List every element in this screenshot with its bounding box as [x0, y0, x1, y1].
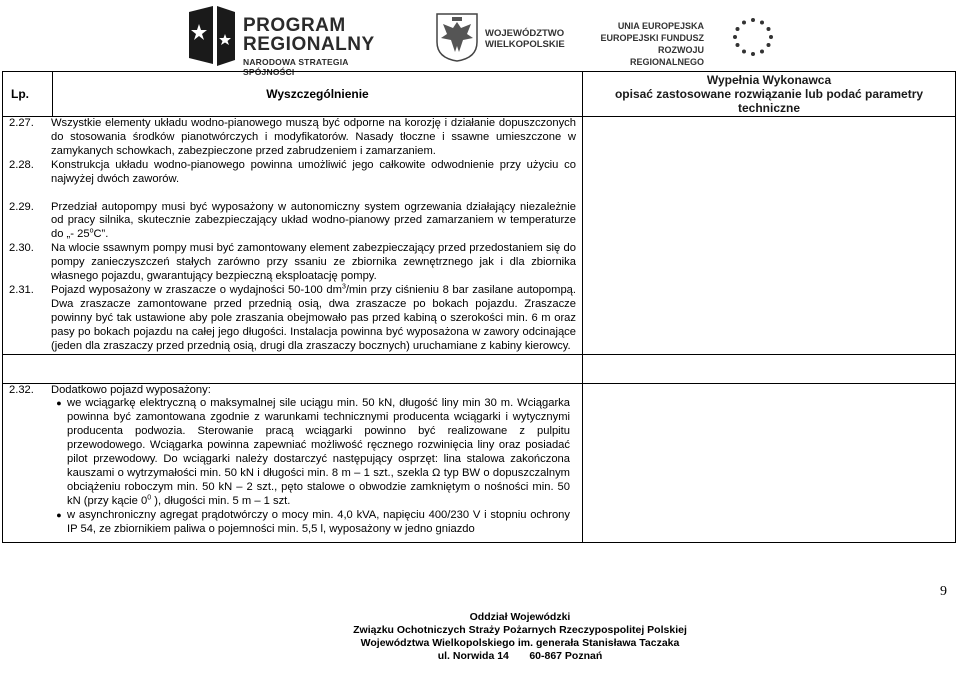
list-item — [3, 242, 582, 284]
item-text: Konstrukcja układu wodno-pianowego powinna umożliwić jego całkowite odwodnienie przy użyciu co najwyżej dwóch zaworów. — [51, 158, 576, 185]
item-number: 2.27. — [9, 117, 34, 129]
eu-logo — [590, 14, 820, 67]
bullet-text: w asynchroniczny agregat prądotwórczy o mocy min. 4,0 kVA, napięciu 400/230 V i stopniu ochrony IP 54, ze zbiornikiem paliwa o pojemności min. 5,5 l, wyposażony w jedno gniazdo — [67, 508, 570, 535]
footer-address — [300, 611, 740, 663]
superscript: 0 — [147, 494, 152, 502]
footer-line3: Województwa Wielkopolskiego im. generała Stanisława Taczaka — [360, 637, 680, 649]
item-text: Wszystkie elementy układu wodno-pianowego muszą być odporne na korozję i działanie dopuszczonych do stosowania środków pianotwórczych i modyfikatorów. Nasady tłoczne i ssawne umieszczone w zamykanych schowkach, zabezpieczone przed zabrudzeniem i zamarzaniem. — [51, 117, 576, 157]
item-text-part: /min przy ciśnieniu 8 bar zasilane autopompą. Dwa zraszacze zamontowane przed przednią osią, dwa zraszacze po bokach pojazdu. Zraszacze powinny być tak ustawione aby pole zraszania obejmowało pas przed kabiną o szerokości min. 6 m oraz pasy po bokach pojazdu na całej jego długości. Instalacja powinna być wyposażona w zawory odcinające (jeden dla zraszaczy przed przednią osią, drugi dla zraszaczy bocznych) uruchamiane z kabiny kierowcy. — [51, 283, 576, 352]
items-cell — [3, 383, 583, 542]
item-text-part: Przedział autopompy musi być wyposażony w autonomiczny system ogrzewania działający niezależnie od pracy silnika, skutecznie zabezpieczający układ wodno-pianowy przed zamarzaniem w temperaturze do „- 25 — [51, 200, 576, 241]
list-item — [3, 201, 582, 243]
wlkp-line1: WOJEWÓDZTWO — [485, 28, 565, 39]
bullet-item — [51, 509, 576, 537]
eu-line3: ROZWOJU REGIONALNEGO — [629, 45, 704, 67]
footer-line2: Związku Ochotniczych Straży Pożarnych Rzeczypospolitej Polskiej — [353, 624, 687, 636]
item-text — [51, 384, 582, 537]
contractor-answer-cell[interactable] — [583, 383, 956, 542]
page-number: 9 — [940, 584, 947, 599]
column-header-contractor-line2: opisać zastosowane rozwiązanie lub podać parametry — [614, 87, 924, 101]
bullet-text-part: we wciągarkę elektryczną o maksymalnej sile uciągu min. 50 kN, długość liny min 30 m. Wciągarka powinna być zamontowana zgodnie z warunkami technicznymi producenta wciągarki i wytycznymi producenta podwozia. Sterowanie pracą wciągarki powinno być realizowane z pulpitu przewodowego. Wciągarka powinna zapewniać możliwość ręcznego rozwinięcia liny oraz posiadać pilot przewodowy. Do wciągarki należy dostarczyć następujący osprzęt: lina stalowa zakończona kauszami o wytrzymałości min. 50 kN i długości min. 8 m – 1 szt., szekla Ω typ BW o dopuszczalnym obciążeniu roboczym min. 50 kN – 2 szt., pęto stalowe o obwodzie zamkniętym o nośności min. 50 kN (przy kącie 0 — [67, 397, 570, 507]
eagle-crest-icon — [435, 12, 479, 62]
program-line2: REGIONALNY — [243, 34, 375, 55]
list-item — [3, 384, 582, 537]
superscript: o — [89, 227, 94, 235]
bullet-icon: ● — [56, 509, 62, 520]
eu-line1: UNIA EUROPEJSKA — [617, 21, 704, 31]
program-star-mark-icon — [183, 4, 239, 68]
bullet-item — [51, 397, 576, 508]
item-number: 2.31. — [9, 283, 34, 296]
program-regionalny-logo — [183, 4, 393, 77]
item-number: 2.28. — [9, 158, 34, 171]
column-header-contractor — [583, 72, 956, 117]
empty-cell — [3, 354, 583, 383]
table-header-row — [3, 72, 956, 117]
bullet-text-part: ), długości min. 5 m – 1 szt. — [151, 494, 291, 507]
footer-line4: ul. Norwida 14 60-867 Poznań — [437, 650, 603, 662]
item-intro: Dodatkowo pojazd wyposażony: — [51, 383, 211, 396]
contractor-answer-cell[interactable] — [583, 354, 956, 383]
logo-header — [0, 0, 960, 75]
bullet-text — [67, 397, 576, 508]
column-header-contractor-line3: techniczne — [737, 101, 800, 115]
contractor-answer-cell[interactable] — [583, 117, 956, 355]
eu-line2: EUROPEJSKI FUNDUSZ — [600, 33, 704, 43]
wlkp-line2: WIELKOPOLSKIE — [485, 39, 565, 50]
table-row-spacer — [3, 354, 956, 383]
superscript: 3 — [341, 283, 346, 291]
item-text: Na wlocie ssawnym pompy musi być zamontowany element zabezpieczający przed przedostaniem się do pompy zanieczyszczeń stałych zarówno przy ssaniu ze zbiornika zewnętrznego jak i dla zbiornika własnego pojazdu, gwarantujący bezpieczną eksploatację pompy. — [51, 242, 576, 283]
table-row — [3, 117, 956, 355]
column-header-spec: Wyszczególnienie — [53, 72, 583, 117]
items-cell — [3, 117, 583, 355]
column-header-lp: Lp. — [3, 72, 53, 117]
item-number: 2.29. — [9, 200, 34, 213]
program-line3: NARODOWA STRATEGIA SPÓJNOŚCI — [243, 57, 349, 77]
item-number: 2.30. — [9, 242, 34, 255]
wojewodztwo-logo — [435, 12, 605, 64]
list-item — [3, 284, 582, 354]
bullet-icon: ● — [56, 398, 62, 409]
item-text-part: Pojazd wyposażony w zraszacze o wydajności 50-100 dm — [51, 283, 342, 296]
specification-table — [2, 71, 956, 543]
item-text-part: C”. — [93, 228, 109, 241]
eu-flag-icon — [725, 14, 781, 60]
item-text — [51, 284, 582, 354]
item-text — [51, 201, 582, 243]
item-number: 2.32. — [9, 383, 34, 396]
list-item — [3, 117, 582, 159]
column-header-contractor-line1: Wypełnia Wykonawca — [706, 73, 832, 87]
list-item — [3, 159, 582, 187]
table-row — [3, 383, 956, 542]
program-line1: PROGRAM — [243, 15, 346, 36]
footer-line1: Oddział Wojewódzki — [469, 611, 571, 623]
